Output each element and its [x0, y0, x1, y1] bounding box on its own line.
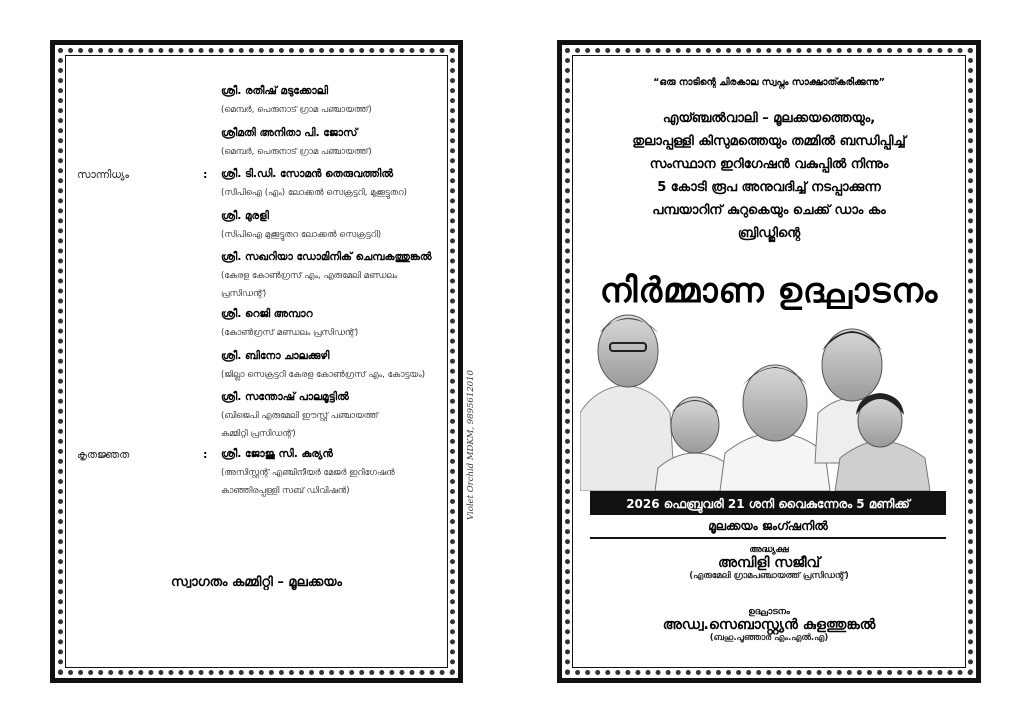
person-name: ശ്രീ. മുരളി — [221, 209, 269, 222]
right-page — [557, 40, 981, 683]
person-role: (സിപിഐ മുക്കൂട്ടുതറ ലോക്കൽ സെക്രട്ടറി) — [221, 229, 382, 240]
presiding-label: അദ്ധ്യക്ഷ — [749, 545, 789, 555]
person-role: (മെമ്പർ, പെരുനാട് ഗ്രാമ പഞ്ചായത്ത്) — [221, 105, 372, 115]
person-role: (ജില്ലാ സെക്രട്ടറി കേരള കോൺഗ്രസ് എം, കോട്ടയം) — [221, 369, 426, 380]
person-name: ശ്രീ. ടി.ഡി. സോമൻ തെരുവത്തിൽ — [221, 168, 394, 180]
side-label: കൃതജ്ഞത — [77, 449, 130, 461]
event-venue: മൂലക്കയം ജംഗ്ഷനിൽ — [590, 515, 946, 537]
headline-line: എയ്ഞ്ചൽവാലി – മൂലക്കയത്തെയും, — [662, 111, 876, 126]
list-item — [73, 168, 440, 210]
inaugurator-role: (ബഹു.പൂഞ്ഞാർ എം.എൽ.എ) — [709, 633, 829, 643]
inaugurator-label: ഉദ്ഘാടനം — [748, 607, 790, 617]
colon: : — [203, 448, 208, 461]
person-name: ശ്രീ. ബിനോ ചാലക്കുഴി — [221, 349, 330, 362]
headline-line: തുലാപ്പള്ളി കിസുമത്തെയും തമ്മിൽ ബന്ധിപ്പിച്ച് — [632, 134, 906, 149]
leaders-photo-collage — [580, 293, 960, 491]
side-label: സാന്നിധ്യം — [77, 169, 129, 181]
inaugurator-block — [562, 607, 976, 643]
participant-list — [73, 85, 440, 505]
person-role: (ബിജെപി എരുമേലി ഈസ്റ്റ് പഞ്ചായത്ത് — [221, 411, 379, 421]
colon: : — [203, 168, 208, 181]
left-page — [50, 40, 463, 683]
list-item — [73, 251, 440, 308]
headline-line: 5 കോടി രൂപ അനുവദിച്ച് നടപ്പാക്കുന്ന — [657, 180, 881, 195]
person-name: ശ്രീ. സഖറിയാ ഡോമിനിക് ചെമ്പകത്തുങ്കൽ — [221, 251, 432, 263]
list-item — [73, 308, 440, 350]
person-name: ശ്രീ. റെജി അമ്പാറ — [221, 308, 313, 320]
person-name: ശ്രീമതി അനിതാ പി. ജോസ് — [221, 126, 358, 139]
headline-line: സംസ്ഥാന ഇറിഗേഷൻ വകുപ്പിൽ നിന്നും — [649, 157, 889, 172]
list-item — [73, 210, 440, 252]
person-role: (കേരള കോൺഗ്രസ് എം, എരുമേലി മണ്ഡലം — [221, 271, 398, 281]
person-role: (മെമ്പർ, പെരുനാട് ഗ്രാമ പഞ്ചായത്ത്) — [221, 146, 372, 157]
person-role: (കോൺഗ്രസ് മണ്ഡലം പ്രസിഡന്റ്) — [221, 328, 359, 338]
person-role-cont: പ്രസിഡന്റ്) — [221, 289, 267, 299]
person-photo — [580, 315, 675, 491]
event-date: 2026 ഫെബ്രുവരി 21 ശനി വൈകുന്നേരം 5 മണിക്ക് — [626, 497, 910, 511]
list-item — [73, 448, 440, 505]
list-item — [73, 350, 440, 392]
presiding-role: (എരുമേലി ഗ്രാമപഞ്ചായത്ത് പ്രസിഡന്റ്) — [689, 571, 849, 581]
person-role-cont: കമ്മിറ്റി പ്രസിഡന്റ്) — [221, 429, 296, 439]
list-item — [73, 85, 440, 127]
person-name: ശ്രീ. രതീഷ് മടുക്കോലി — [221, 85, 328, 97]
printer-credit: Violet Orchid MDKM, 9895612010 — [466, 370, 476, 520]
welcome-committee: സ്വാഗതം കമ്മിറ്റി – മൂലക്കയം — [171, 575, 342, 590]
inaugurator-name: അഡ്വ.സെബാസ്റ്റ്യൻ കുളത്തുങ്കൽ — [662, 617, 876, 633]
headline-line: ബ്രിഡ്ജിന്റെ — [737, 226, 801, 241]
tagline-quote: “ഒരു നാടിന്റെ ചിരകാല സ്വപ്നം സാക്ഷാത്കരിക്കുന്നു” — [653, 77, 885, 88]
person-photo — [720, 365, 830, 491]
project-headline — [572, 107, 966, 245]
person-name: ശ്രീ. സന്തോഷ് പാലമൂട്ടിൽ — [221, 391, 349, 403]
person-role-cont: കാഞ്ഞിരപ്പള്ളി സബ് ഡിവിഷൻ) — [221, 486, 350, 496]
date-venue-banner — [590, 491, 946, 539]
event-title: നിർമ്മാണ ഉദ്ഘാടനം — [599, 271, 939, 311]
person-name: ശ്രീ. ജോജു സി. കുര്യൻ — [221, 448, 333, 460]
list-item — [73, 391, 440, 448]
presiding-name: അമ്പിളി സജീവ് — [717, 555, 821, 571]
list-item — [73, 127, 440, 169]
person-role: (അസിസ്റ്റന്റ് എഞ്ചിനീയർ മേജർ ഇറിഗേഷൻ — [221, 468, 395, 478]
person-role: (സിപിഐ (എം) ലോക്കൽ സെക്രട്ടറി, മുക്കൂട്ടുതറ) — [221, 188, 407, 198]
presiding-block — [562, 545, 976, 581]
headline-line: പമ്പയാറിന് കുറുകെയും ചെക്ക് ഡാം കം — [652, 203, 886, 218]
